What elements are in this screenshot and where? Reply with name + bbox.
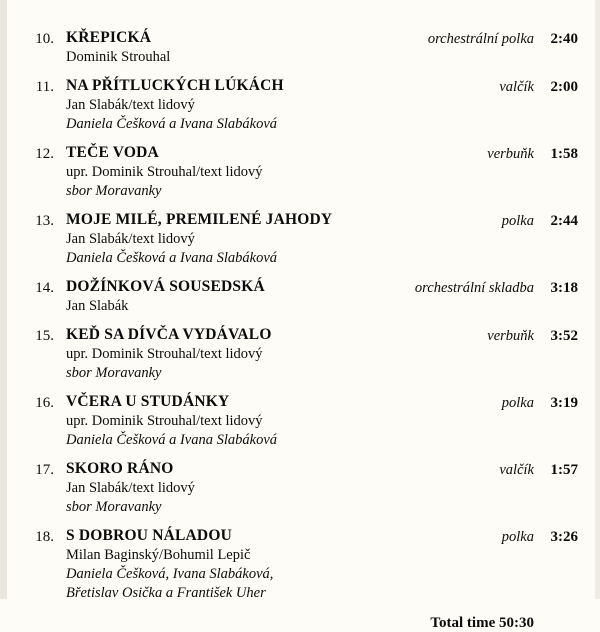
track-duration: 2:44 [550, 213, 578, 229]
track-credit: Dominik Strouhal [66, 49, 171, 65]
track-number: 12. [35, 146, 54, 162]
track-duration: 3:26 [550, 529, 578, 545]
track-title-block [66, 526, 384, 603]
track-title: SKORO RÁNO [66, 460, 174, 477]
track-title: DOŽÍNKOVÁ SOUSEDSKÁ [66, 278, 265, 295]
track-credit: Břetislav Osička a František Uher [66, 585, 266, 601]
track-row [22, 277, 578, 316]
page-left-edge [0, 0, 7, 599]
track-title-block [66, 277, 384, 316]
track-duration: 3:19 [550, 395, 578, 411]
track-credit: Jan Slabák/text lidový [66, 97, 195, 113]
track-number: 15. [35, 328, 54, 344]
track-number: 17. [35, 462, 54, 478]
track-credit: Jan Slabák/text lidový [66, 480, 195, 496]
track-row [22, 325, 578, 383]
track-credit: sbor Moravanky [66, 499, 162, 515]
track-title: S DOBROU NÁLADOU [66, 527, 232, 544]
track-row [22, 143, 578, 201]
track-title: KŘEPICKÁ [66, 29, 152, 46]
track-credit: Daniela Češková, Ivana Slabáková, [66, 566, 274, 582]
track-genre: polka [501, 213, 534, 229]
track-credit: Milan Baginský/Bohumil Lepič [66, 547, 251, 563]
track-title-block [66, 459, 384, 517]
track-title-block [66, 210, 384, 268]
track-row [22, 459, 578, 517]
track-duration: 1:58 [550, 146, 578, 162]
track-title-block [66, 325, 384, 383]
track-row [22, 76, 578, 134]
track-row [22, 526, 578, 603]
track-row [22, 392, 578, 450]
track-title-block [66, 28, 384, 67]
track-row [22, 28, 578, 67]
track-credit: Jan Slabák [66, 298, 129, 314]
track-title: NA PŘÍTLUCKÝCH LÚKÁCH [66, 77, 284, 94]
track-title-block [66, 76, 384, 134]
track-genre: verbuňk [487, 146, 534, 162]
track-number: 10. [35, 31, 54, 47]
track-genre: valčík [499, 462, 534, 478]
track-genre: orchestrální skladba [414, 280, 534, 296]
total-time-label: Total time 50:30 [430, 615, 534, 631]
track-genre: polka [501, 395, 534, 411]
track-title: MOJE MILÉ, PREMILENÉ JAHODY [66, 211, 333, 228]
page-right-edge [595, 0, 600, 599]
track-credit: Daniela Češková a Ivana Slabáková [66, 432, 278, 448]
track-title: KEĎ SA DÍVČA VYDÁVALO [66, 326, 272, 343]
track-credit: sbor Moravanky [66, 365, 162, 381]
track-title-block [66, 392, 384, 450]
track-title-block [66, 143, 384, 201]
track-listing [22, 28, 578, 603]
track-credit: upr. Dominik Strouhal/text lidový [66, 346, 263, 362]
track-title: TEČE VODA [66, 144, 159, 161]
track-title: VČERA U STUDÁNKY [66, 393, 230, 410]
track-number: 18. [35, 529, 54, 545]
track-credit: Daniela Češková a Ivana Slabáková [66, 116, 278, 132]
track-number: 14. [35, 280, 54, 296]
track-number: 16. [35, 395, 54, 411]
track-credit: sbor Moravanky [66, 183, 162, 199]
track-genre: polka [501, 529, 534, 545]
track-genre: verbuňk [487, 328, 534, 344]
track-genre: valčík [499, 79, 534, 95]
track-number: 11. [35, 79, 54, 95]
track-genre: orchestrální polka [427, 31, 534, 47]
track-duration: 1:57 [550, 462, 578, 478]
track-credit: Jan Slabák/text lidový [66, 231, 195, 247]
track-credit: upr. Dominik Strouhal/text lidový [66, 413, 263, 429]
track-duration: 2:00 [550, 79, 578, 95]
track-duration: 3:18 [550, 280, 578, 296]
track-row [22, 210, 578, 268]
track-duration: 2:40 [550, 31, 578, 47]
track-credit: Daniela Češková a Ivana Slabáková [66, 250, 278, 266]
track-credit: upr. Dominik Strouhal/text lidový [66, 164, 263, 180]
track-number: 13. [35, 213, 54, 229]
track-duration: 3:52 [550, 328, 578, 344]
